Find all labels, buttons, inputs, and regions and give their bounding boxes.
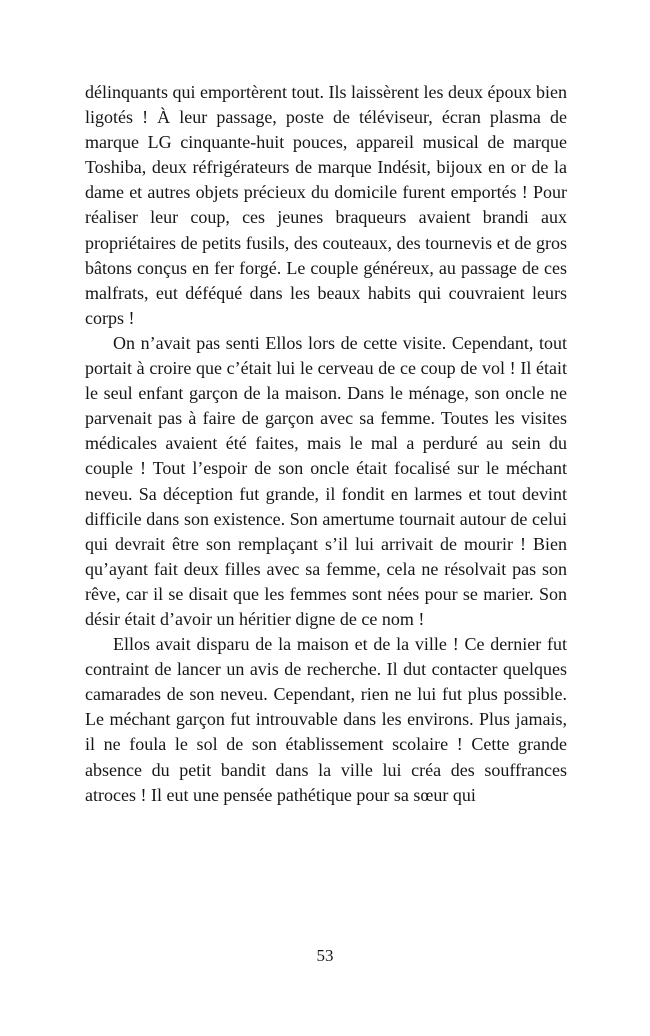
page-number: 53	[316, 946, 334, 965]
paragraph-1: délinquants qui emportèrent tout. Ils laissèrent les deux époux bien ligotés ! À leur passage, poste de téléviseur, écran plasma de marque LG cinquante-huit pouces, appareil musical de marque Toshiba, deux réfrigérateurs de marque Indésit, bijoux en or de la dame et autres objets précieux du domicile furent emportés ! Pour réaliser leur coup, ces jeunes braqueurs avaient brandi aux propriétaires de petits fusils, des couteaux, des tournevis et de gros bâtons conçus en fer forgé. Le couple généreux, au passage de ces malfrats, eut déféqué dans les beaux habits qui couvraient leurs corps !	[85, 82, 567, 328]
paragraph-3: Ellos avait disparu de la maison et de la ville ! Ce dernier fut contraint de lancer un avis de recherche. Il dut contacter quelques camarades de son neveu. Cependant, rien ne lui fut plus possible. Le méchant garçon fut introuvable dans les environs. Plus jamais, il ne foula le sol de son établissement scolaire ! Cette grande absence du petit bandit dans la ville lui créa des souffrances atroces ! Il eut une pensée pathétique pour sa sœur qui	[85, 634, 567, 805]
page-text	[85, 80, 567, 808]
paragraph-2: On n’avait pas senti Ellos lors de cette visite. Cependant, tout portait à croire que c’était lui le cerveau de ce coup de vol ! Il était le seul enfant garçon de la maison. Dans le ménage, son oncle ne parvenait pas à faire de garçon avec sa femme. Toutes les visites médicales avaient été faites, mais le mal a perduré au sein du couple ! Tout l’espoir de son oncle était focalisé sur le méchant neveu. Sa déception fut grande, il fondit en larmes et tout devint difficile dans son existence. Son amertume tournait autour de celui qui devrait être son remplaçant s’il lui arrivait de mourir ! Bien qu’ayant fait deux filles avec sa femme, cela ne résolvait pas son rêve, car il se disait que les femmes sont nées pour se marier. Son désir était d’avoir un héritier digne de ce nom !	[85, 332, 567, 629]
